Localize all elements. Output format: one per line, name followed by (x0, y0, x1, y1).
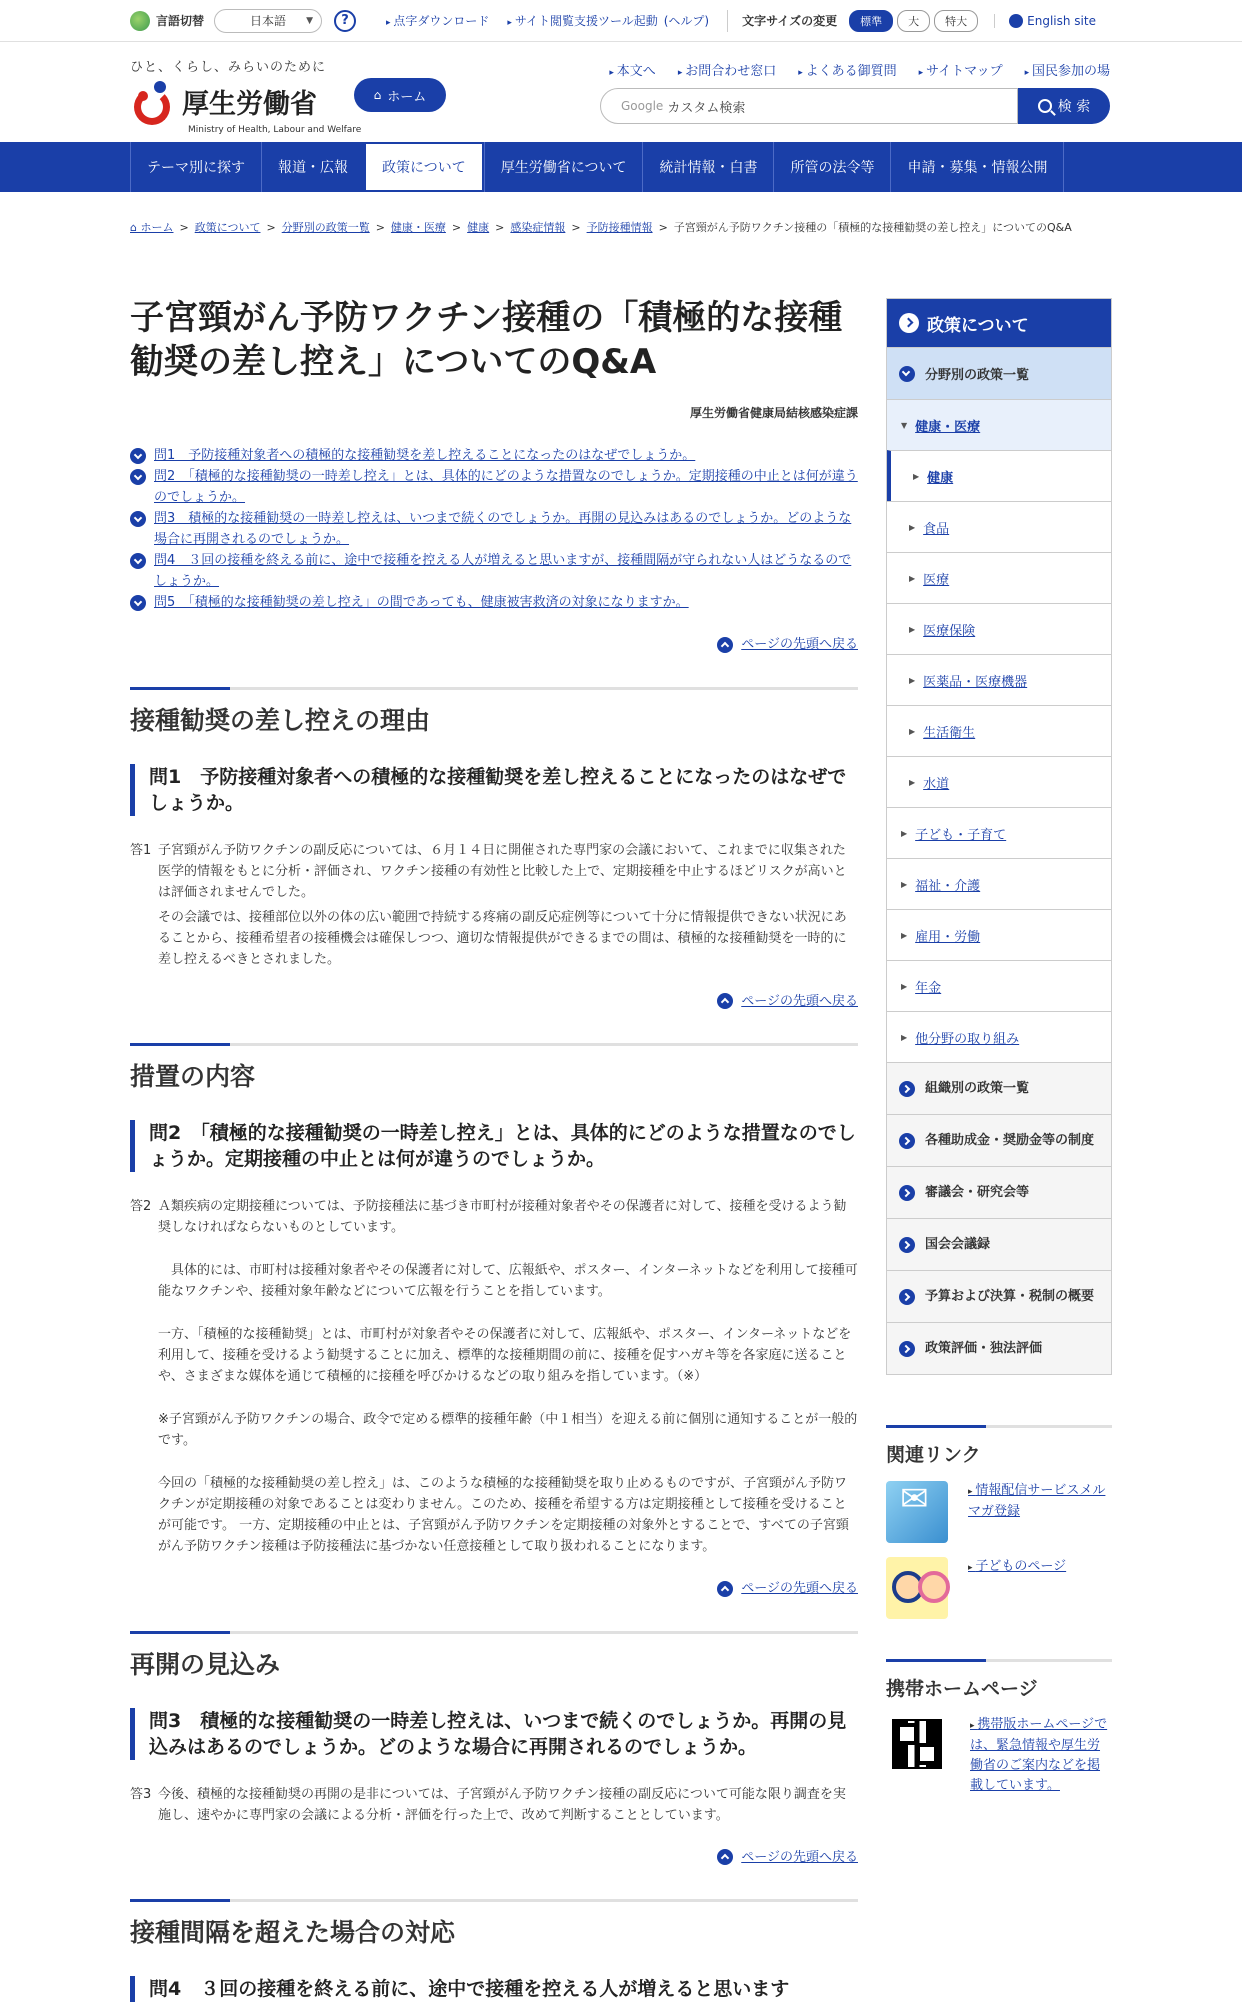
back-to-top[interactable]: ページの先頭へ戻る (130, 990, 858, 1010)
gnav-about[interactable]: 厚生労働省について (484, 142, 643, 192)
side-nav-item[interactable]: ▶ 雇用・労働 (887, 909, 1111, 960)
question-heading: 問3 積極的な接種勧奨の一時差し控えは、いつまで続くのでしょうか。再開の見込みはあるのでしょうか。どのような場合に再開されるのでしょうか。 (130, 1708, 858, 1760)
arrow-down-icon (130, 595, 146, 611)
toc (130, 445, 858, 613)
breadcrumb-item[interactable]: 健康 (467, 221, 490, 234)
side-nav-item[interactable]: ▶ 食品 (887, 501, 1111, 552)
globe-icon (130, 11, 150, 31)
search-icon (1038, 99, 1052, 113)
toc-item[interactable]: 問4 ３回の接種を終える前に、途中で接種を控える人が増えると思いますが、接種間隔が守られない人はどうなるのでしょうか。 (130, 550, 858, 592)
caret-right-icon: ▶ (909, 573, 916, 583)
caret-down-icon: ▼ (901, 420, 908, 430)
chevron-down-icon (899, 366, 915, 382)
caret-right-icon: ▶ (913, 471, 920, 481)
side-nav-category-list[interactable]: 分野別の政策一覧 (887, 347, 1111, 399)
mobile-site (886, 1659, 1112, 1796)
caret-right-icon: ▶ (909, 726, 916, 736)
answer-text: その会議では、接種部位以外の体の広い範囲で持続する疼痛の副反応症例等について十分に情報提供できない状況にあることから、接種希望者の接種機会は確保しつつ、適切な情報提供ができるまでの間は、積極的な接種勧奨を一時的に差し控えるべきとされました。 (158, 909, 847, 967)
section-interval (130, 1899, 858, 1950)
caret-right-icon: ▶ (909, 777, 916, 787)
gnav-statistics[interactable]: 統計情報・白書 (642, 142, 773, 192)
arrow-down-icon (130, 448, 146, 464)
answer-text: 今後、積極的な接種勧奨の再開の是非については、子宮頸がん予防ワクチン接種の副反応について可能な限り調査を実施し、速やかに専門家の会議による分析・評価を行った上で、改めて判断することとしています。 (158, 1786, 846, 1823)
contact-link[interactable]: ▸ お問合わせ窓口 (678, 60, 776, 79)
side-nav-item[interactable]: ▶ 他分野の取り組み (887, 1011, 1111, 1062)
section-heading: 接種勧奨の差し控えの理由 (130, 705, 431, 735)
breadcrumb-item[interactable]: 分野別の政策一覧 (281, 221, 370, 234)
help-link[interactable]: (ヘルプ) (663, 14, 710, 28)
ministry-logo-icon (130, 81, 176, 127)
related-link-kids[interactable]: ▸ 子どものページ (886, 1557, 1112, 1619)
font-size-standard[interactable]: 標準 (849, 10, 893, 32)
help-icon[interactable]: ? (334, 10, 356, 32)
side-nav-item[interactable]: ▶ 福祉・介護 (887, 858, 1111, 909)
arrow-up-icon (717, 993, 733, 1009)
site-header (0, 42, 1242, 142)
chevron-right-icon (899, 1133, 915, 1149)
breadcrumb-item[interactable]: 予防接種情報 (586, 221, 653, 234)
caret-right-icon: ▶ (909, 522, 916, 532)
answer-text: ※子宮頸がん予防ワクチンの場合、政令で定める標準的接種年齢（中１相当）を迎える前に個別に通知することが一般的です。 (158, 1412, 858, 1448)
answer (130, 1784, 858, 1826)
arrow-down-icon (130, 511, 146, 527)
side-nav-item[interactable]: ▶ 年金 (887, 960, 1111, 1011)
mobile-site-title: 携帯ホームページ (886, 1678, 1038, 1700)
gnav-laws[interactable]: 所管の法令等 (773, 142, 890, 192)
font-size-large[interactable]: 大 (897, 10, 930, 32)
back-to-top[interactable]: ページの先頭へ戻る (130, 633, 858, 653)
side-nav-item[interactable]: ▶ 医薬品・医療機器 (887, 654, 1111, 705)
question-heading: 問2 「積極的な接種勧奨の一時差し控え」とは、具体的にどのような措置なのでしょうか。定期接種の中止とは何が違うのでしょうか。 (130, 1120, 858, 1172)
search-input[interactable]: Google カスタム検索 (600, 88, 1018, 124)
section-reason (130, 687, 858, 738)
chevron-right-icon (899, 1081, 915, 1097)
breadcrumb-home[interactable]: ⌂ ホーム (130, 221, 173, 234)
arrow-up-icon (717, 637, 733, 653)
participation-link[interactable]: ▸ 国民参加の場 (1025, 60, 1110, 79)
search-button[interactable]: 検 索 (1018, 88, 1110, 124)
accessibility-tool-link[interactable]: ▸ サイト閲覧支援ツール起動 (507, 12, 657, 29)
side-nav-item[interactable]: ▶ 医療保険 (887, 603, 1111, 654)
faq-link[interactable]: ▸ よくある御質問 (798, 60, 896, 79)
section-heading: 措置の内容 (130, 1062, 256, 1091)
header-links (609, 60, 1110, 79)
ministry-name-en: Ministry of Health, Labour and Welfare (188, 125, 362, 135)
breadcrumb: ⌂ ホーム > 政策について > 分野別の政策一覧 > 健康・医療 > 健康 > 感染症情報 > 予防接種情報 > 子宮頸がん予防ワクチン接種の「積極的な接種勧奨の差し控え」についてのQ&A (130, 218, 1110, 238)
related-links (886, 1425, 1112, 1619)
breadcrumb-item[interactable]: 政策について (194, 221, 261, 234)
braille-download-link[interactable]: ▸ 点字ダウンロード (386, 12, 489, 29)
answer (130, 840, 858, 970)
tagline: ひと、くらし、みらいのために (130, 60, 327, 75)
global-nav (0, 142, 1242, 192)
side-nav-health-medical[interactable]: ▼ 健康・医療 (887, 399, 1111, 450)
site-search (600, 88, 1110, 124)
site-logo[interactable] (130, 56, 361, 135)
side-nav-category[interactable]: 予算および決算・税制の概要 (887, 1270, 1111, 1322)
department: 厚生労働省健康局結核感染症課 (689, 406, 858, 420)
section-heading: 接種間隔を超えた場合の対応 (130, 1918, 456, 1947)
breadcrumb-current: 子宮頸がん予防ワクチン接種の「積極的な接種勧奨の差し控え」についてのQ&A (673, 221, 1072, 234)
answer-label: 答1 (130, 842, 152, 858)
breadcrumb-item[interactable]: 感染症情報 (510, 221, 566, 234)
toc-item[interactable]: 問1 予防接種対象者への積極的な接種勧奨を差し控えることになったのはなぜでしょうか。 (130, 445, 858, 466)
caret-right-icon: ▶ (909, 675, 916, 685)
chevron-right-icon (899, 1341, 915, 1357)
mobile-site-link[interactable]: ▸ 携帯版ホームページでは、緊急情報や厚生労働省のご案内などを掲載しています。 (886, 1715, 1112, 1796)
question-heading: 問1 予防接種対象者への積極的な接種勧奨を差し控えることになったのはなぜでしょうか。 (130, 764, 858, 816)
section-measures (130, 1043, 858, 1094)
answer-text: 具体的には、市町村は接種対象者やその保護者に対して、広報紙や、ポスター、インターネットなどを利用して接種可能なワクチンや、接種対象年齢などについて広報を行うことを指しています。 (158, 1263, 858, 1299)
sitemap-link[interactable]: ▸ サイトマップ (919, 60, 1003, 79)
side-nav-item[interactable]: ▶ 医療 (887, 552, 1111, 603)
answer-text: 今回の「積極的な接種勧奨の差し控え」は、このような積極的な接種勧奨を取り止めるものですが、子宮頸がん予防ワクチンが定期接種の対象であることは変わりません。このため、接種を希望する方は定期接種として接種を受けることが可能です。 一方、定期接種の中止とは、子宮頸がん予防ワクチンを定期接種の対象外とすることで、すべての子宮頸がん予防ワクチン接種は予防接種法に基づかない任意接種として取り扱われることになります。 (158, 1476, 849, 1554)
chevron-right-icon (899, 1289, 915, 1305)
font-size-switcher (727, 10, 978, 32)
answer-text: 子宮頸がん予防ワクチンの副反応については、６月１４日に開催された専門家の会議において、これまでに収集された医学的情報をもとに分析・評価され、ワクチン接種の有効性と比較した上で、定期接種を中止するほどリスクが高いとは評価されませんでした。 (158, 842, 847, 900)
side-nav-category[interactable]: 政策評価・独法評価 (887, 1322, 1111, 1374)
side-nav-item[interactable]: ▶ 生活衛生 (887, 705, 1111, 756)
gnav-applications[interactable]: 申請・募集・情報公開 (890, 142, 1064, 192)
chevron-right-icon (899, 313, 919, 333)
skip-to-content-link[interactable]: ▸ 本文へ (609, 60, 655, 79)
question-heading: 問4 ３回の接種を終える前に、途中で接種を控える人が増えると思います (130, 1976, 858, 2002)
caret-right-icon: ▶ (901, 930, 908, 940)
section-resumption (130, 1631, 858, 1682)
side-nav-category[interactable]: 国会会議録 (887, 1218, 1111, 1270)
gnav-theme[interactable]: テーマ別に探す (130, 142, 261, 192)
answer-text: 一方、「積極的な接種勧奨」とは、市町村が対象者やその保護者に対して、広報紙や、ポスター、インターネットなどを利用して、接種を受けるよう勧奨することに加え、標準的な接種期間の前に、接種を促すハガキ等を各家庭に送ることや、さまざまな媒体を通じて積極的に接種を呼びかけるなどの取り組みを指しています。（※） (158, 1327, 852, 1384)
section-heading: 再開の見込み (130, 1649, 281, 1679)
side-nav-item-current[interactable]: ▶ 健康 (887, 450, 1111, 501)
side-nav (886, 298, 1112, 1375)
mail-icon (886, 1481, 948, 1543)
arrow-up-icon (717, 1581, 733, 1597)
caret-right-icon: ▶ (909, 624, 916, 634)
related-link-mailmag[interactable]: ✉ ▸ 情報配信サービスメルマガ登録 (886, 1481, 1112, 1543)
caret-right-icon: ▶ (901, 879, 908, 889)
home-icon: ⌂ (373, 88, 382, 102)
answer-text: Ａ類疾病の定期接種については、予防接種法に基づき市町村が接種対象者やその保護者に対して、接種を受けるよう勧奨しなければならないものとしています。 (158, 1199, 847, 1235)
caret-right-icon: ▶ (901, 828, 908, 838)
arrow-up-icon (717, 1849, 733, 1865)
caret-right-icon: ▶ (901, 1032, 908, 1042)
qr-code-icon (892, 1719, 942, 1769)
chevron-down-icon: ▼ (306, 15, 314, 26)
side-nav-item[interactable]: ▶ 子ども・子育て (887, 807, 1111, 858)
utility-bar (0, 0, 1242, 42)
toc-item[interactable]: 問5 「積極的な接種勧奨の差し控え」の間であっても、健康被害救済の対象になりますか。 (130, 592, 858, 613)
answer-label: 答2 (130, 1199, 152, 1214)
caret-right-icon: ▶ (901, 981, 908, 991)
back-to-top[interactable]: ページの先頭へ戻る (130, 1577, 858, 1597)
arrow-down-icon (130, 553, 146, 569)
ministry-name: 厚生労働省 (182, 88, 317, 120)
utility-links (386, 12, 658, 29)
chevron-right-icon (899, 1185, 915, 1201)
toc-item[interactable]: 問3 積極的な接種勧奨の一時差し控えは、いつまで続くのでしょうか。再開の見込みはあるのでしょうか。どのような場合に再開されるのでしょうか。 (130, 508, 858, 550)
arrow-down-icon (130, 469, 146, 485)
chevron-right-icon (899, 1237, 915, 1253)
side-nav-item[interactable]: ▶ 水道 (887, 756, 1111, 807)
home-button[interactable]: ⌂ ホーム (354, 78, 446, 112)
toc-item[interactable]: 問2 「積極的な接種勧奨の一時差し控え」とは、具体的にどのような措置なのでしょうか。定期接種の中止とは何が違うのでしょうか。 (130, 466, 858, 508)
english-site-link[interactable]: English site (994, 14, 1096, 28)
language-label: 言語切替 (156, 14, 205, 28)
answer-label: 答3 (130, 1786, 152, 1802)
main-content (130, 296, 858, 2002)
side-nav-category[interactable]: 審議会・研究会等 (887, 1166, 1111, 1218)
language-select[interactable]: 日本語 ▼ (214, 9, 322, 33)
kids-icon (886, 1557, 948, 1619)
answer (130, 1196, 858, 1557)
sidebar (886, 298, 1112, 1796)
related-links-title: 関連リンク (886, 1444, 981, 1466)
gnav-policy[interactable]: 政策について (364, 142, 484, 192)
side-nav-category[interactable]: 各種助成金・奨励金等の制度 (887, 1114, 1111, 1166)
breadcrumb-item[interactable]: 健康・医療 (390, 221, 446, 234)
side-nav-category[interactable]: 組織別の政策一覧 (887, 1062, 1111, 1114)
gnav-press[interactable]: 報道・広報 (261, 142, 364, 192)
side-nav-head[interactable]: 政策について (887, 299, 1111, 347)
page-title: 子宮頸がん予防ワクチン接種の「積極的な接種勧奨の差し控え」についてのQ&A (130, 298, 843, 382)
font-size-xlarge[interactable]: 特大 (934, 10, 978, 32)
back-to-top[interactable]: ページの先頭へ戻る (130, 1846, 858, 1866)
font-size-label: 文字サイズの変更 (742, 14, 838, 28)
